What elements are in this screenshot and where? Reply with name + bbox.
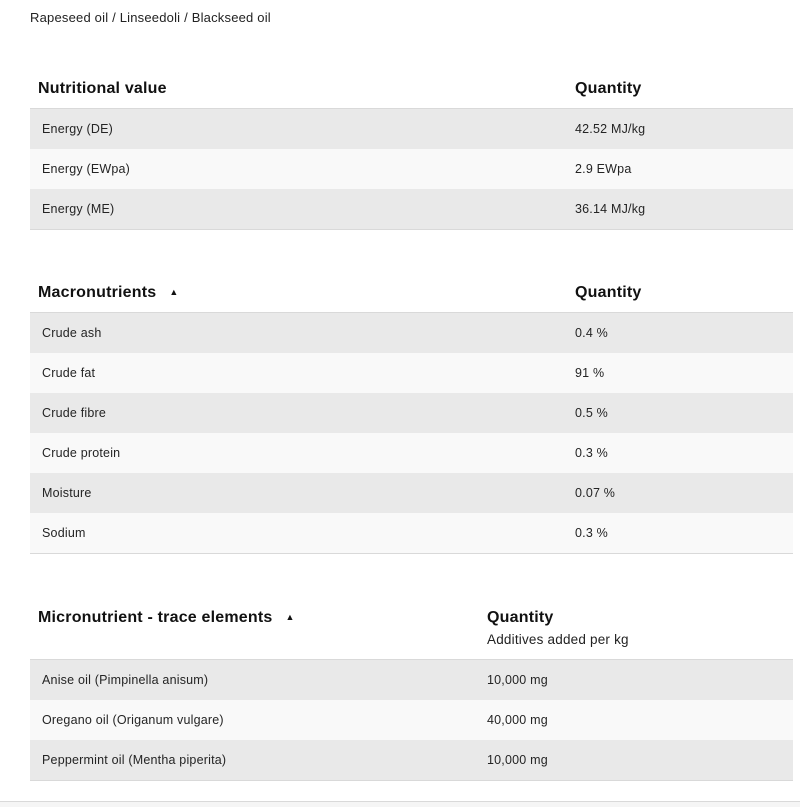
row-label: Anise oil (Pimpinella anisum) [42,673,209,687]
table-body [30,313,793,554]
row-value: 36.14 MJ/kg [575,202,646,216]
table-header-row [30,63,793,109]
table-row [30,313,793,353]
table-row [30,353,793,393]
quantity-header: Quantity [575,80,642,97]
row-value: 2.9 EWpa [575,162,632,176]
table-header-row [30,592,793,660]
table-header-row [30,267,793,313]
section-macronutrients [30,267,793,554]
quantity-subtitle: Additives added per kg [487,632,629,647]
quantity-header-cell [575,79,793,98]
table-row [30,109,793,149]
quantity-header-cell [575,283,793,302]
breadcrumb: Rapeseed oil / Linseedoli / Blackseed oil [30,10,271,25]
sort-ascending-icon[interactable]: ▲ [169,287,179,297]
row-label: Crude protein [42,446,121,460]
row-label: Energy (ME) [42,202,115,216]
row-value: 10,000 mg [487,673,548,687]
row-value: 0.3 % [575,526,608,540]
quantity-header: Quantity [487,609,554,626]
section-nutritional-value [30,63,793,230]
row-label: Moisture [42,486,92,500]
row-value: 0.3 % [575,446,608,460]
row-label: Oregano oil (Origanum vulgare) [42,713,224,727]
row-label: Peppermint oil (Mentha piperita) [42,753,227,767]
section-title: Macronutrients [38,284,157,301]
quantity-header-cell [487,608,793,649]
micronutrient-header-cell[interactable] [38,608,487,649]
table-row [30,740,793,780]
section-title: Nutritional value [38,80,167,97]
section-title: Micronutrient - trace elements [38,609,273,626]
row-value: 0.07 % [575,486,616,500]
row-value: 10,000 mg [487,753,548,767]
nutritional-value-header-cell [38,79,575,98]
sort-ascending-icon[interactable]: ▲ [285,612,295,622]
table-row [30,700,793,740]
row-label: Crude fat [42,366,96,380]
table-row [30,393,793,433]
page-bottom-divider [0,801,800,807]
row-value: 40,000 mg [487,713,548,727]
table-row [30,513,793,553]
row-label: Crude fibre [42,406,107,420]
table-row [30,660,793,700]
row-value: 0.5 % [575,406,608,420]
row-label: Energy (DE) [42,122,113,136]
table-body [30,109,793,230]
table-row [30,189,793,229]
section-micronutrient-trace-elements [30,592,793,781]
row-value: 91 % [575,366,605,380]
row-value: 42.52 MJ/kg [575,122,646,136]
quantity-header: Quantity [575,284,642,301]
table-row [30,149,793,189]
row-label: Crude ash [42,326,102,340]
macronutrients-header-cell[interactable] [38,283,575,302]
table-body [30,660,793,781]
row-label: Energy (EWpa) [42,162,131,176]
table-row [30,433,793,473]
row-value: 0.4 % [575,326,608,340]
table-row [30,473,793,513]
row-label: Sodium [42,526,86,540]
